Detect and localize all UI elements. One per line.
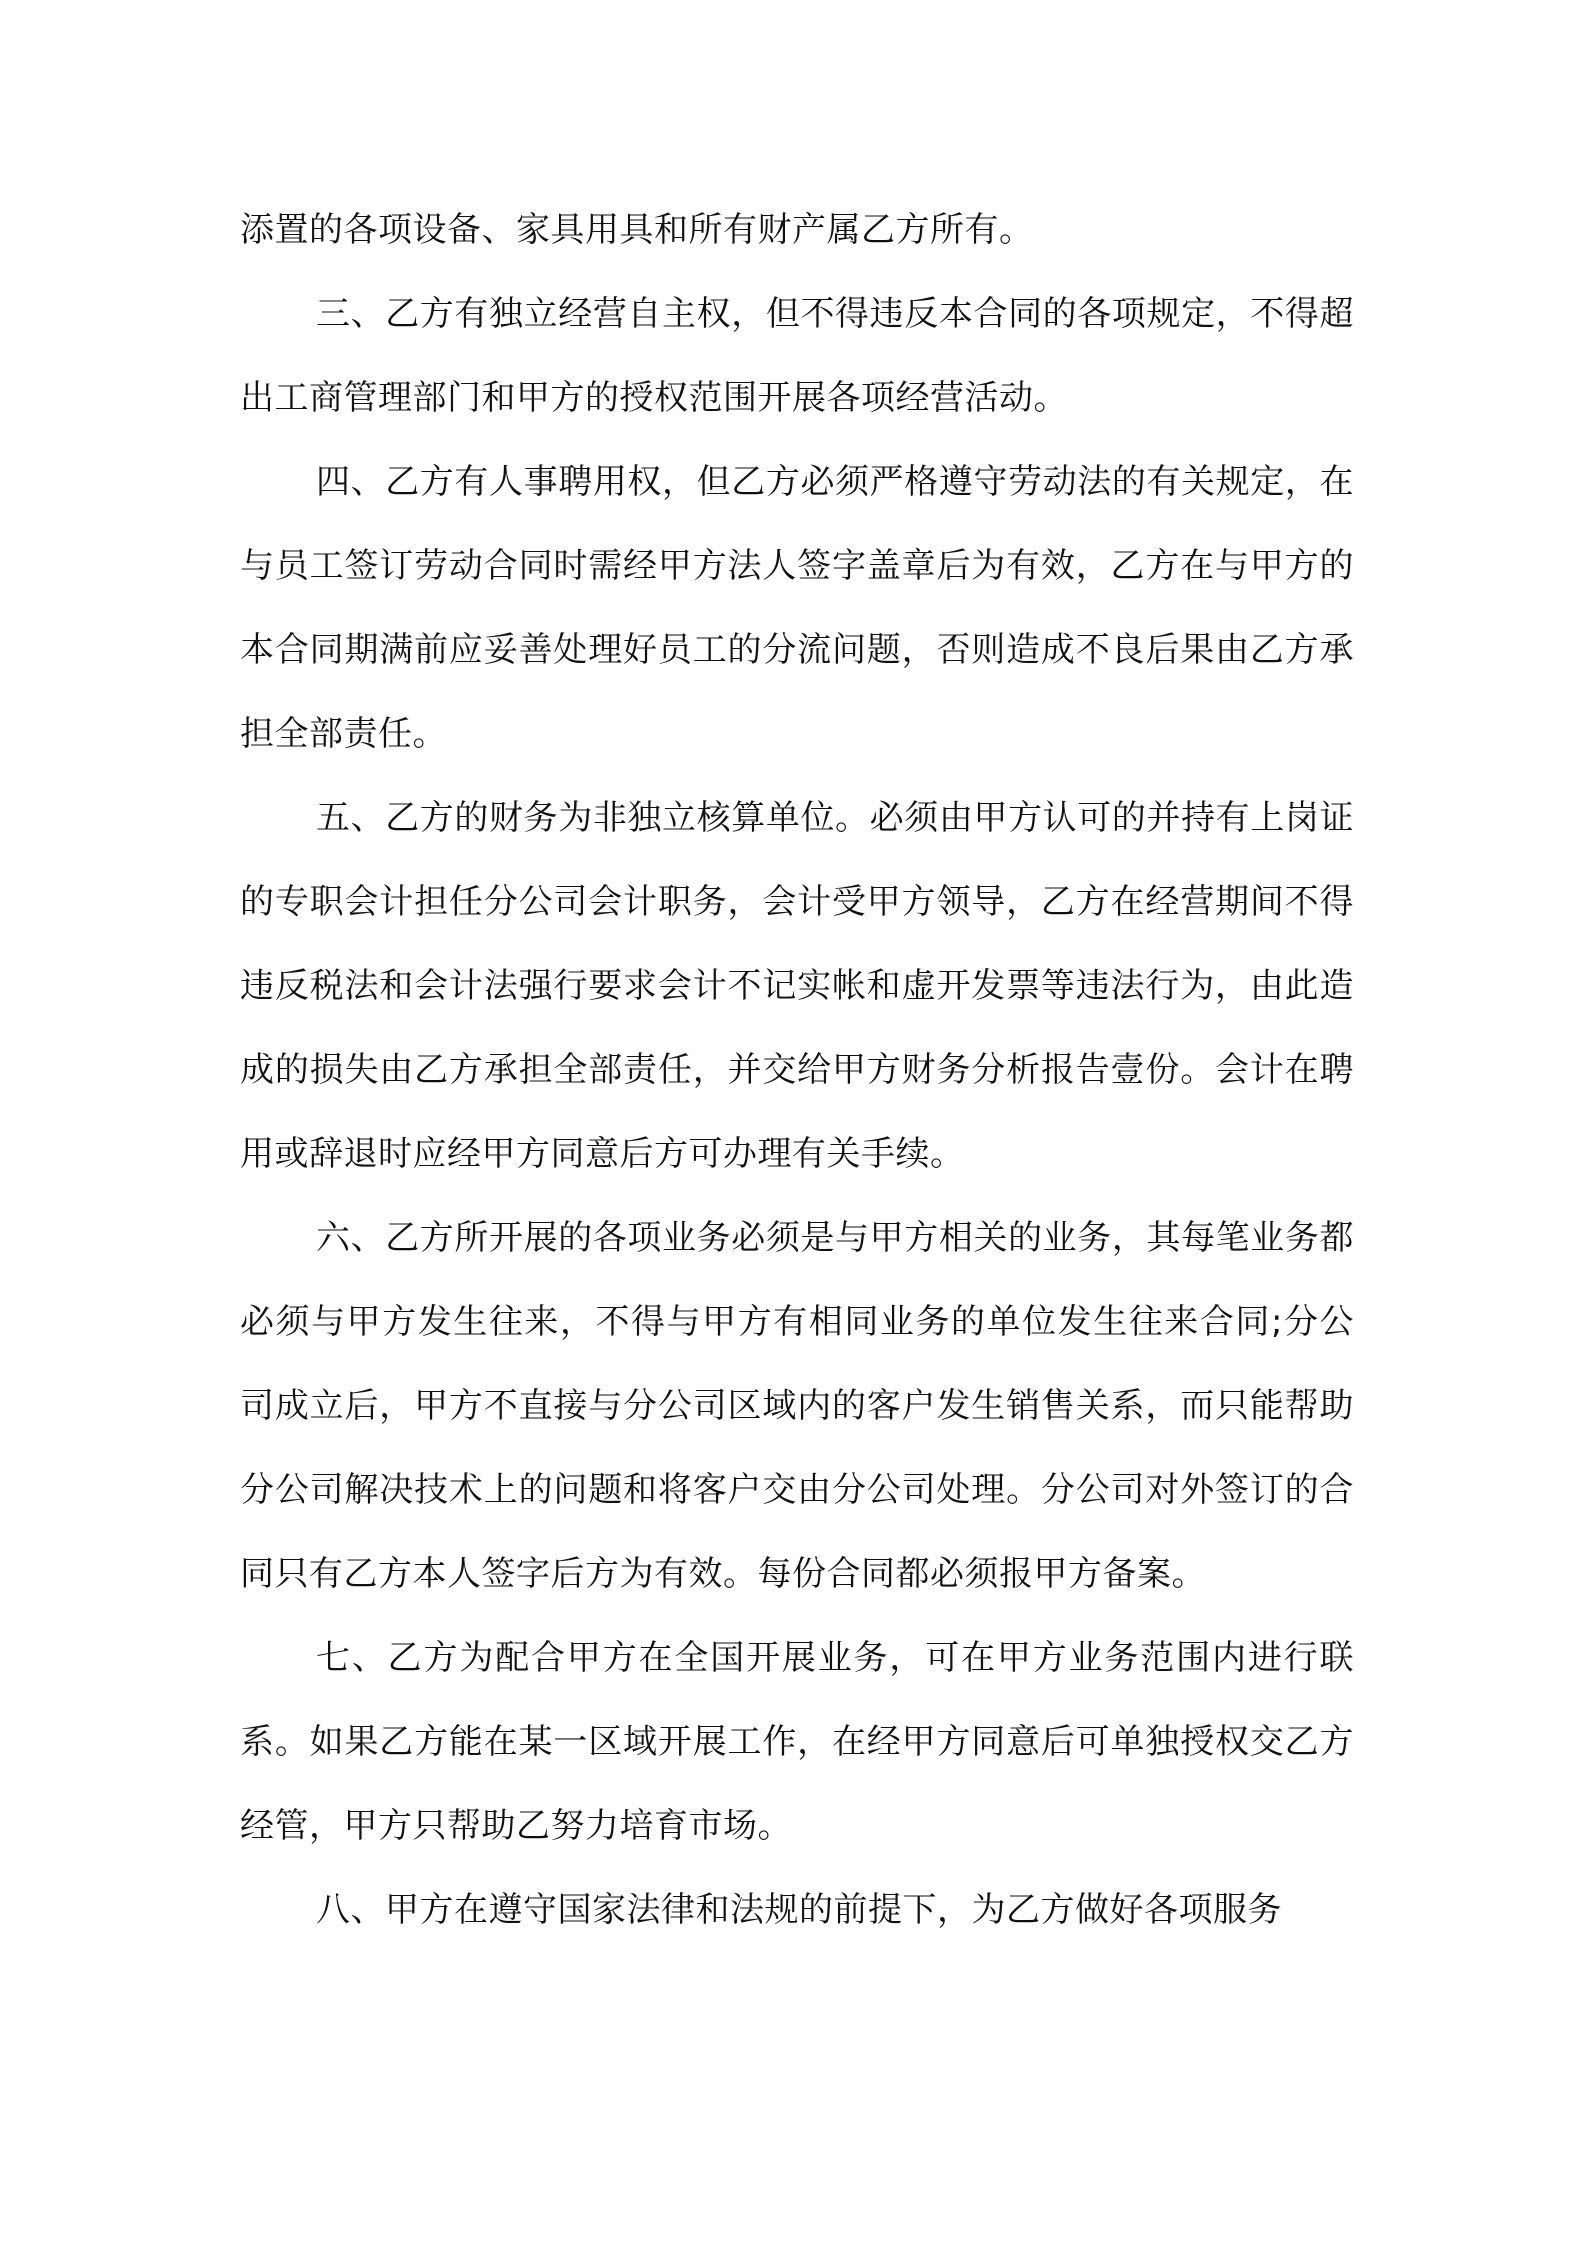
paragraph-clause-5: 五、乙方的财务为非独立核算单位。必须由甲方认可的并持有上岗证的专职会计担任分公司会计职务，会计受甲方领导，乙方在经营期间不得违反税法和会计法强行要求会计不记实帐和虚开发票等违法行为，由此造成的损失由乙方承担全部责任，并交给甲方财务分析报告壹份。会计在聘用或辞退时应经甲方同意后方可办理有关手续。 (240, 798, 1354, 1174)
paragraph-clause-3: 三、乙方有独立经营自主权，但不得违反本合同的各项规定，不得超出工商管理部门和甲方的授权范围开展各项经营活动。 (240, 294, 1354, 418)
paragraph-clause-4: 四、乙方有人事聘用权，但乙方必须严格遵守劳动法的有关规定，在与员工签订劳动合同时需经甲方法人签字盖章后为有效，乙方在与甲方的本合同期满前应妥善处理好员工的分流问题，否则造成不良后果由乙方承担全部责任。 (240, 462, 1354, 754)
paragraph-clause-7: 七、乙方为配合甲方在全国开展业务，可在甲方业务范围内进行联系。如果乙方能在某一区域开展工作，在经甲方同意后可单独授权交乙方经管，甲方只帮助乙努力培育市场。 (240, 1638, 1354, 1846)
document-body (240, 188, 1354, 1952)
paragraph-clause-6: 六、乙方所开展的各项业务必须是与甲方相关的业务，其每笔业务都必须与甲方发生往来，不得与甲方有相同业务的单位发生往来合同;分公司成立后，甲方不直接与分公司区域内的客户发生销售关系，而只能帮助分公司解决技术上的问题和将客户交由分公司处理。分公司对外签订的合同只有乙方本人签字后方为有效。每份合同都必须报甲方备案。 (240, 1218, 1354, 1594)
paragraph-continuation: 添置的各项设备、家具用具和所有财产属乙方所有。 (240, 210, 1034, 250)
paragraph-clause-8: 八、甲方在遵守国家法律和法规的前提下，为乙方做好各项服务 (316, 1890, 1282, 1930)
